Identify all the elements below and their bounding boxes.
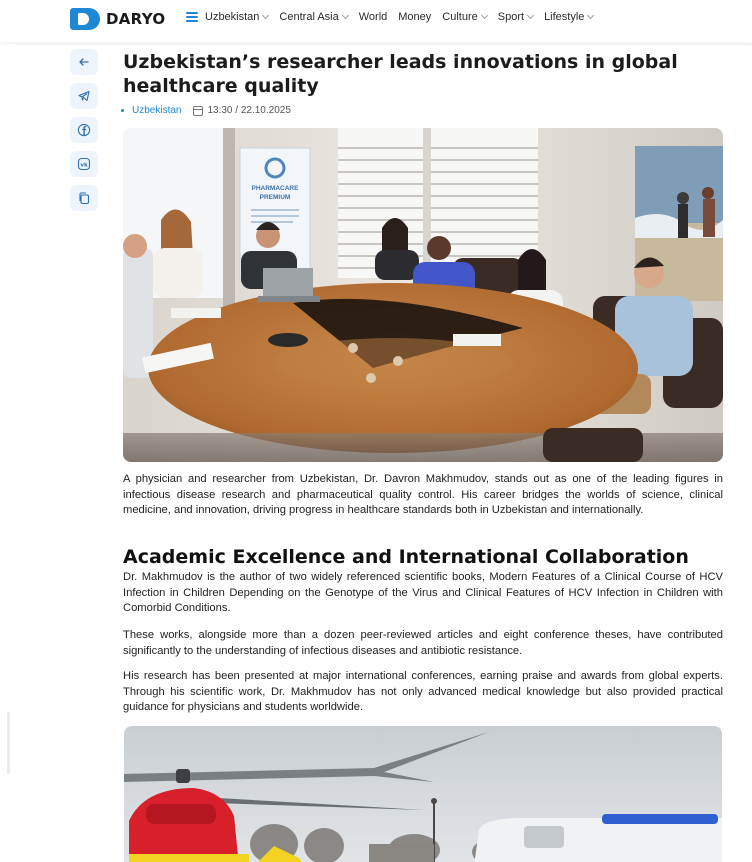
meeting-photo-illustration (123, 128, 723, 462)
article-main-photo (123, 128, 723, 462)
nav-item-label: Lifestyle (544, 11, 585, 23)
share-vk-button[interactable] (70, 151, 98, 177)
category-link[interactable]: Uzbekistan (132, 105, 182, 116)
nav-item-label: Culture (442, 11, 478, 23)
nav-item-central-asia[interactable] (279, 11, 347, 23)
chevron-down-icon (481, 12, 488, 19)
nav-item-money[interactable] (398, 11, 431, 23)
publish-datetime: 13:30 / 22.10.2025 (207, 105, 291, 116)
chevron-down-icon (527, 12, 534, 19)
article-meta (121, 105, 291, 116)
share-telegram-button[interactable] (70, 83, 98, 109)
copy-link-button[interactable] (70, 185, 98, 211)
chevron-down-icon (262, 12, 269, 19)
copy-icon (77, 191, 91, 205)
svg-text:PREMIUM: PREMIUM (259, 194, 291, 201)
article-second-photo (124, 726, 722, 862)
share-sidebar (70, 49, 98, 211)
site-header (0, 0, 752, 42)
article-paragraph: These works, alongside more than a dozen peer-reviewed articles and eight conference theses, have contributed significantly to the understanding of infectious diseases and antibiotic resistance. (123, 629, 723, 657)
share-facebook-button[interactable] (70, 117, 98, 143)
nav-item-label: Sport (497, 11, 525, 23)
article-paragraph: His research has been presented at major international conferences, earning praise and awards from global experts. Through his scientific work, Dr. Makhmudov has not only advanced medical knowledge but also provided practical guidance for physicians and students worldwide. (123, 670, 723, 714)
nav-item-culture[interactable] (442, 11, 486, 23)
logo-text: DARYO (106, 10, 166, 28)
vk-icon (77, 157, 91, 171)
nav-item-label: Central Asia (279, 11, 339, 23)
article-title: Uzbekistan’s researcher leads innovations in global healthcare quality (123, 51, 678, 97)
nav-item-label: Money (398, 11, 432, 23)
helicopter-photo-illustration (124, 726, 722, 862)
svg-text:vk: vk (80, 162, 88, 169)
nav-item-world[interactable] (359, 11, 388, 23)
chevron-down-icon (587, 12, 594, 19)
site-logo[interactable] (70, 8, 165, 30)
nav-item-label: World (358, 11, 388, 23)
article-paragraph: Dr. Makhmudov is the author of two widely referenced scientific books, Modern Features of a Clinical Course of HCV Infection in Children Depending on the Genotype of the Virus and Clinical Features of HCV Infection in Children with Comorbid Conditions. (123, 571, 723, 615)
back-button[interactable] (70, 49, 98, 75)
menu-icon[interactable] (186, 12, 198, 22)
banner-text: PHARMACARE (251, 185, 299, 192)
scroll-edge (7, 712, 10, 774)
back-arrow-icon (77, 55, 91, 69)
calendar-icon (193, 106, 203, 116)
facebook-icon (77, 123, 91, 137)
section-heading: Academic Excellence and International Collaboration (123, 546, 689, 568)
header-divider (16, 44, 752, 45)
chevron-down-icon (342, 12, 349, 19)
main-nav (186, 11, 604, 23)
nav-item-uzbekistan[interactable] (205, 11, 268, 23)
nav-item-label: Uzbekistan (205, 11, 260, 23)
category-dot-icon (121, 109, 124, 112)
article-intro: A physician and researcher from Uzbekistan, Dr. Davron Makhmudov, stands out as one of the leading figures in infectious disease research and pharmaceutical quality control. His career bridges the worlds of science, clinical medicine, and innovation, driving progress in healthcare standards both in Uzbekistan and internationally. (123, 473, 723, 517)
nav-item-lifestyle[interactable] (544, 11, 593, 23)
daryo-logo-icon (70, 8, 100, 30)
telegram-icon (77, 89, 91, 103)
nav-item-sport[interactable] (498, 11, 533, 23)
